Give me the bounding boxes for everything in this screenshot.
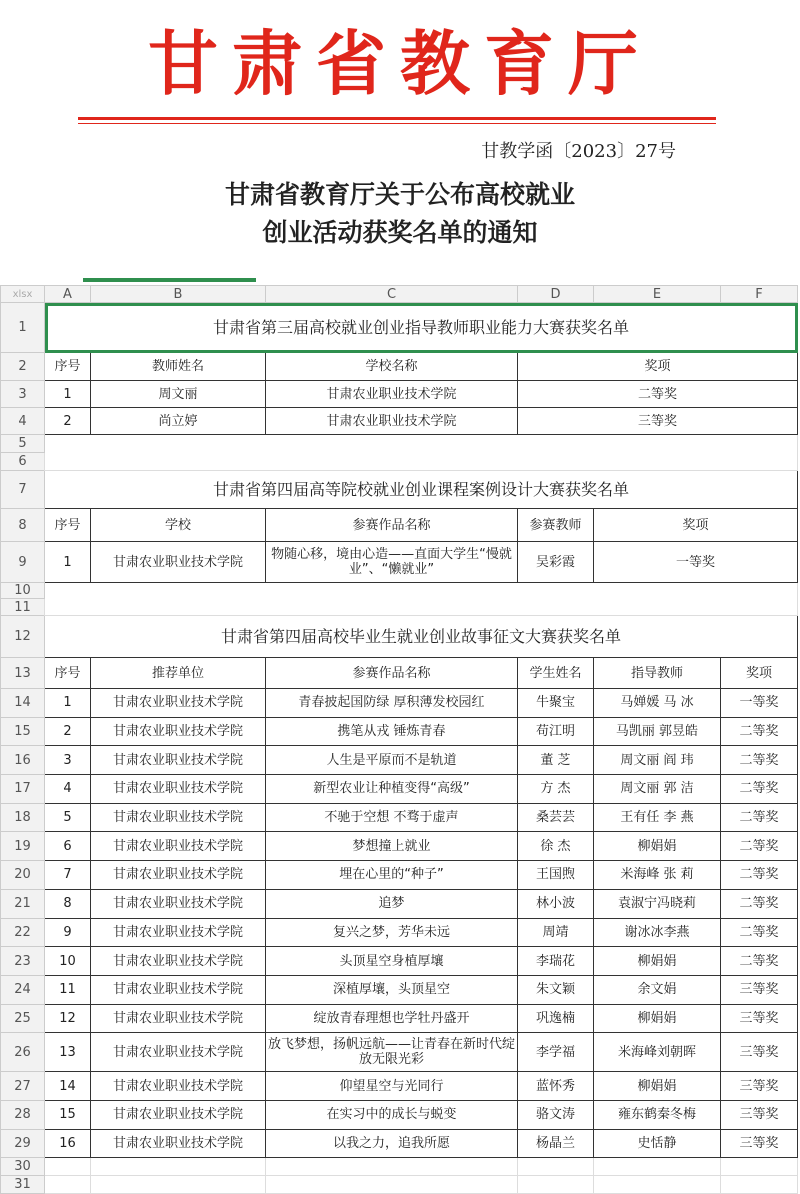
- cell[interactable]: 5: [45, 803, 91, 832]
- header-cell[interactable]: 参赛作品名称: [266, 658, 518, 689]
- cell[interactable]: 林小波: [518, 889, 594, 918]
- sheet-row-16: [1, 746, 798, 775]
- cell[interactable]: 吴彩霞: [518, 542, 594, 583]
- document-title: [0, 176, 800, 252]
- row-header[interactable]: 18: [1, 803, 45, 832]
- sheet-row-22: [1, 918, 798, 947]
- sheet-row-30: [1, 1158, 798, 1176]
- column-header-B[interactable]: B: [91, 286, 266, 303]
- section-title[interactable]: 甘肃省第三届高校就业创业指导教师职业能力大赛获奖名单: [45, 303, 798, 353]
- cell[interactable]: 6: [45, 832, 91, 861]
- empty-cell[interactable]: [45, 1176, 91, 1194]
- cell[interactable]: 二等奖: [721, 861, 798, 890]
- cell[interactable]: 柳娟娟: [594, 1072, 721, 1101]
- cell[interactable]: 二等奖: [721, 889, 798, 918]
- row-header[interactable]: 17: [1, 775, 45, 804]
- cell[interactable]: 苟江明: [518, 717, 594, 746]
- sheet-row-15: [1, 717, 798, 746]
- sheet-row-7: [1, 471, 798, 509]
- column-header-C[interactable]: C: [266, 286, 518, 303]
- row-header[interactable]: 19: [1, 832, 45, 861]
- cell[interactable]: 14: [45, 1072, 91, 1101]
- header-cell[interactable]: 序号: [45, 353, 91, 381]
- row-header[interactable]: 8: [1, 509, 45, 542]
- row-header[interactable]: 21: [1, 889, 45, 918]
- cell[interactable]: 头顶星空身植厚壤: [266, 947, 518, 976]
- sheet-row-19: [1, 832, 798, 861]
- cell[interactable]: 甘肃农业职业技术学院: [91, 861, 266, 890]
- cell[interactable]: 甘肃农业职业技术学院: [91, 1033, 266, 1072]
- cell[interactable]: 7: [45, 861, 91, 890]
- cell[interactable]: 携笔从戎 锤炼青春: [266, 717, 518, 746]
- cell[interactable]: 牛聚宝: [518, 689, 594, 718]
- empty-cell[interactable]: [518, 1176, 594, 1194]
- empty-cell[interactable]: [594, 1176, 721, 1194]
- cell[interactable]: 一等奖: [594, 542, 798, 583]
- row-header[interactable]: 11: [1, 599, 45, 616]
- sheet-row-9: [1, 542, 798, 583]
- cell[interactable]: 二等奖: [721, 775, 798, 804]
- header-cell[interactable]: 序号: [45, 509, 91, 542]
- cell[interactable]: 袁淑宁冯晓莉: [594, 889, 721, 918]
- row-header[interactable]: 30: [1, 1158, 45, 1176]
- cell[interactable]: 王国煦: [518, 861, 594, 890]
- empty-cell[interactable]: [45, 1158, 91, 1176]
- cell[interactable]: 13: [45, 1033, 91, 1072]
- cell[interactable]: 8: [45, 889, 91, 918]
- cell[interactable]: 甘肃农业职业技术学院: [91, 1100, 266, 1129]
- row-header[interactable]: 31: [1, 1176, 45, 1194]
- cell[interactable]: 周文丽 阎 玮: [594, 746, 721, 775]
- cell[interactable]: 埋在心里的“种子”: [266, 861, 518, 890]
- cell[interactable]: 余文娟: [594, 975, 721, 1004]
- row-header[interactable]: 23: [1, 947, 45, 976]
- spreadsheet: [0, 285, 798, 1194]
- column-header-E[interactable]: E: [594, 286, 721, 303]
- row-header[interactable]: 3: [1, 381, 45, 408]
- cell[interactable]: 12: [45, 1004, 91, 1033]
- empty-cell[interactable]: [518, 1158, 594, 1176]
- sheet-row-21: [1, 889, 798, 918]
- cell[interactable]: 骆文涛: [518, 1100, 594, 1129]
- row-header[interactable]: 20: [1, 861, 45, 890]
- cell[interactable]: 米海峰 张 莉: [594, 861, 721, 890]
- cell[interactable]: 放飞梦想，扬帆远航——让青春在新时代绽放无限光彩: [266, 1033, 518, 1072]
- cell[interactable]: 3: [45, 746, 91, 775]
- cell[interactable]: 物随心移，境由心造——直面大学生“慢就业”、“懒就业”: [266, 542, 518, 583]
- cell[interactable]: 二等奖: [721, 832, 798, 861]
- cell[interactable]: 二等奖: [721, 746, 798, 775]
- cell[interactable]: 方 杰: [518, 775, 594, 804]
- sheet-row-1: [1, 303, 798, 353]
- cell[interactable]: 蓝怀秀: [518, 1072, 594, 1101]
- cell[interactable]: 周文丽: [91, 381, 266, 408]
- cell[interactable]: 三等奖: [721, 1100, 798, 1129]
- cell[interactable]: 10: [45, 947, 91, 976]
- cell[interactable]: 马婵媛 马 冰: [594, 689, 721, 718]
- cell[interactable]: 三等奖: [721, 1072, 798, 1101]
- cell[interactable]: 李学福: [518, 1033, 594, 1072]
- title-line-1: 甘肃省教育厅关于公布高校就业: [224, 180, 575, 209]
- cell[interactable]: 甘肃农业职业技术学院: [266, 381, 518, 408]
- row-header[interactable]: 13: [1, 658, 45, 689]
- column-header-row: [1, 286, 798, 303]
- column-header-A[interactable]: A: [45, 286, 91, 303]
- cell[interactable]: 杨晶兰: [518, 1129, 594, 1158]
- cell[interactable]: 深植厚壤，头顶星空: [266, 975, 518, 1004]
- letterhead-divider: [78, 117, 716, 120]
- header-cell[interactable]: 参赛作品名称: [266, 509, 518, 542]
- cell[interactable]: 朱文颖: [518, 975, 594, 1004]
- header-cell[interactable]: 学生姓名: [518, 658, 594, 689]
- empty-cell[interactable]: [721, 1158, 798, 1176]
- cell[interactable]: 4: [45, 775, 91, 804]
- cell[interactable]: 仰望星空与光同行: [266, 1072, 518, 1101]
- cell[interactable]: 甘肃农业职业技术学院: [91, 947, 266, 976]
- sheet-row-25: [1, 1004, 798, 1033]
- cell[interactable]: 甘肃农业职业技术学院: [91, 1004, 266, 1033]
- row-header[interactable]: 2: [1, 353, 45, 381]
- cell[interactable]: 甘肃农业职业技术学院: [91, 717, 266, 746]
- header-cell[interactable]: 奖项: [721, 658, 798, 689]
- sheet-row-14: [1, 689, 798, 718]
- cell[interactable]: 周靖: [518, 918, 594, 947]
- sheet-row-2: [1, 353, 798, 381]
- cell[interactable]: 米海峰刘朝晖: [594, 1033, 721, 1072]
- row-header[interactable]: 22: [1, 918, 45, 947]
- cell[interactable]: 马凯丽 郭昱皓: [594, 717, 721, 746]
- cell[interactable]: 甘肃农业职业技术学院: [91, 803, 266, 832]
- sheet-row-4: [1, 408, 798, 435]
- cell[interactable]: 三等奖: [721, 1129, 798, 1158]
- cell[interactable]: 甘肃农业职业技术学院: [91, 889, 266, 918]
- cell[interactable]: 董 芝: [518, 746, 594, 775]
- cell[interactable]: 1: [45, 689, 91, 718]
- sheet-row-10: [1, 583, 798, 599]
- row-header[interactable]: 25: [1, 1004, 45, 1033]
- cell[interactable]: 三等奖: [518, 408, 798, 435]
- row-header[interactable]: 5: [1, 435, 45, 453]
- cell[interactable]: 二等奖: [721, 803, 798, 832]
- cell[interactable]: 柳娟娟: [594, 832, 721, 861]
- sheet-row-12: [1, 616, 798, 658]
- section-title[interactable]: 甘肃省第四届高等院校就业创业课程案例设计大赛获奖名单: [45, 471, 798, 509]
- cell[interactable]: 甘肃农业职业技术学院: [91, 832, 266, 861]
- cell[interactable]: 复兴之梦，芳华未远: [266, 918, 518, 947]
- cell[interactable]: 追梦: [266, 889, 518, 918]
- cell[interactable]: 甘肃农业职业技术学院: [91, 975, 266, 1004]
- cell[interactable]: 甘肃农业职业技术学院: [91, 542, 266, 583]
- cell[interactable]: 史恬静: [594, 1129, 721, 1158]
- cell[interactable]: 绽放青春理想也学牡丹盛开: [266, 1004, 518, 1033]
- section-title[interactable]: 甘肃省第四届高校毕业生就业创业故事征文大赛获奖名单: [45, 616, 798, 658]
- sheet-row-27: [1, 1072, 798, 1101]
- cell[interactable]: 甘肃农业职业技术学院: [91, 689, 266, 718]
- row-header[interactable]: 29: [1, 1129, 45, 1158]
- cell[interactable]: 新型农业让种植变得“高级”: [266, 775, 518, 804]
- cell[interactable]: 在实习中的成长与蜕变: [266, 1100, 518, 1129]
- row-header[interactable]: 26: [1, 1033, 45, 1072]
- header-cell[interactable]: 序号: [45, 658, 91, 689]
- column-header-D[interactable]: D: [518, 286, 594, 303]
- header-cell[interactable]: 指导教师: [594, 658, 721, 689]
- cell[interactable]: 9: [45, 918, 91, 947]
- row-header[interactable]: 1: [1, 303, 45, 353]
- header-cell[interactable]: 参赛教师: [518, 509, 594, 542]
- cell[interactable]: 甘肃农业职业技术学院: [91, 918, 266, 947]
- cell[interactable]: 2: [45, 717, 91, 746]
- cell[interactable]: 徐 杰: [518, 832, 594, 861]
- row-header[interactable]: 9: [1, 542, 45, 583]
- cell[interactable]: 16: [45, 1129, 91, 1158]
- corner-cell[interactable]: xlsx: [1, 286, 45, 303]
- empty-cell[interactable]: [91, 1176, 266, 1194]
- sheet-row-13: [1, 658, 798, 689]
- sheet-row-31: [1, 1176, 798, 1194]
- document-number: 甘教学函〔2023〕27号: [481, 141, 676, 162]
- cell[interactable]: 11: [45, 975, 91, 1004]
- cell[interactable]: 周文丽 郭 洁: [594, 775, 721, 804]
- cell[interactable]: 以我之力，追我所愿: [266, 1129, 518, 1158]
- issuer-letterhead: 甘肃省教育厅: [148, 22, 652, 105]
- sheet-row-17: [1, 775, 798, 804]
- row-header[interactable]: 7: [1, 471, 45, 509]
- cell[interactable]: 谢冰冰李燕: [594, 918, 721, 947]
- letterhead-divider-thin: [78, 123, 716, 124]
- row-header[interactable]: 10: [1, 583, 45, 599]
- cell[interactable]: 雍东鹤秦冬梅: [594, 1100, 721, 1129]
- sheet-row-3: [1, 381, 798, 408]
- sheet-row-26: [1, 1033, 798, 1072]
- cell[interactable]: 不驰于空想 不骛于虚声: [266, 803, 518, 832]
- header-cell[interactable]: 教师姓名: [91, 353, 266, 381]
- cell[interactable]: 青春披起国防绿 厚积薄发校园红: [266, 689, 518, 718]
- cell[interactable]: 柳娟娟: [594, 1004, 721, 1033]
- cell[interactable]: 梦想撞上就业: [266, 832, 518, 861]
- empty-cell[interactable]: [266, 1158, 518, 1176]
- row-header[interactable]: 4: [1, 408, 45, 435]
- empty-cell[interactable]: [45, 583, 798, 616]
- empty-cell[interactable]: [45, 435, 798, 471]
- sheet-row-24: [1, 975, 798, 1004]
- sheet-row-8: [1, 509, 798, 542]
- row-header[interactable]: 15: [1, 717, 45, 746]
- cell[interactable]: 二等奖: [721, 918, 798, 947]
- empty-cell[interactable]: [594, 1158, 721, 1176]
- sheet-row-20: [1, 861, 798, 890]
- column-header-F[interactable]: F: [721, 286, 798, 303]
- header-cell[interactable]: 学校名称: [266, 353, 518, 381]
- row-header[interactable]: 24: [1, 975, 45, 1004]
- cell[interactable]: 人生是平原而不是轨道: [266, 746, 518, 775]
- cell[interactable]: 甘肃农业职业技术学院: [91, 775, 266, 804]
- cell[interactable]: 1: [45, 381, 91, 408]
- cell[interactable]: 15: [45, 1100, 91, 1129]
- cell[interactable]: 三等奖: [721, 1004, 798, 1033]
- sheet-row-23: [1, 947, 798, 976]
- row-header[interactable]: 28: [1, 1100, 45, 1129]
- sheet-row-5: [1, 435, 798, 453]
- empty-cell[interactable]: [721, 1176, 798, 1194]
- empty-cell[interactable]: [266, 1176, 518, 1194]
- header-cell[interactable]: 推荐单位: [91, 658, 266, 689]
- sheet-tab-indicator[interactable]: [83, 278, 256, 282]
- cell[interactable]: 二等奖: [721, 947, 798, 976]
- cell[interactable]: 柳娟娟: [594, 947, 721, 976]
- cell[interactable]: 三等奖: [721, 1033, 798, 1072]
- sheet-row-28: [1, 1100, 798, 1129]
- cell[interactable]: 2: [45, 408, 91, 435]
- row-header[interactable]: 12: [1, 616, 45, 658]
- cell[interactable]: 尚立婷: [91, 408, 266, 435]
- header-cell[interactable]: 奖项: [518, 353, 798, 381]
- row-header[interactable]: 6: [1, 453, 45, 471]
- title-line-2: 创业活动获奖名单的通知: [262, 218, 538, 247]
- header-cell[interactable]: 学校: [91, 509, 266, 542]
- cell[interactable]: 甘肃农业职业技术学院: [91, 746, 266, 775]
- cell[interactable]: 1: [45, 542, 91, 583]
- cell[interactable]: 三等奖: [721, 975, 798, 1004]
- cell[interactable]: 王有任 李 燕: [594, 803, 721, 832]
- sheet-row-18: [1, 803, 798, 832]
- row-header[interactable]: 27: [1, 1072, 45, 1101]
- row-header[interactable]: 14: [1, 689, 45, 718]
- cell[interactable]: 一等奖: [721, 689, 798, 718]
- row-header[interactable]: 16: [1, 746, 45, 775]
- empty-cell[interactable]: [91, 1158, 266, 1176]
- cell[interactable]: 桑芸芸: [518, 803, 594, 832]
- cell[interactable]: 甘肃农业职业技术学院: [91, 1072, 266, 1101]
- cell[interactable]: 甘肃农业职业技术学院: [91, 1129, 266, 1158]
- cell[interactable]: 二等奖: [518, 381, 798, 408]
- header-cell[interactable]: 奖项: [594, 509, 798, 542]
- cell[interactable]: 二等奖: [721, 717, 798, 746]
- cell[interactable]: 李瑞花: [518, 947, 594, 976]
- cell[interactable]: 巩逸楠: [518, 1004, 594, 1033]
- sheet-row-29: [1, 1129, 798, 1158]
- cell[interactable]: 甘肃农业职业技术学院: [266, 408, 518, 435]
